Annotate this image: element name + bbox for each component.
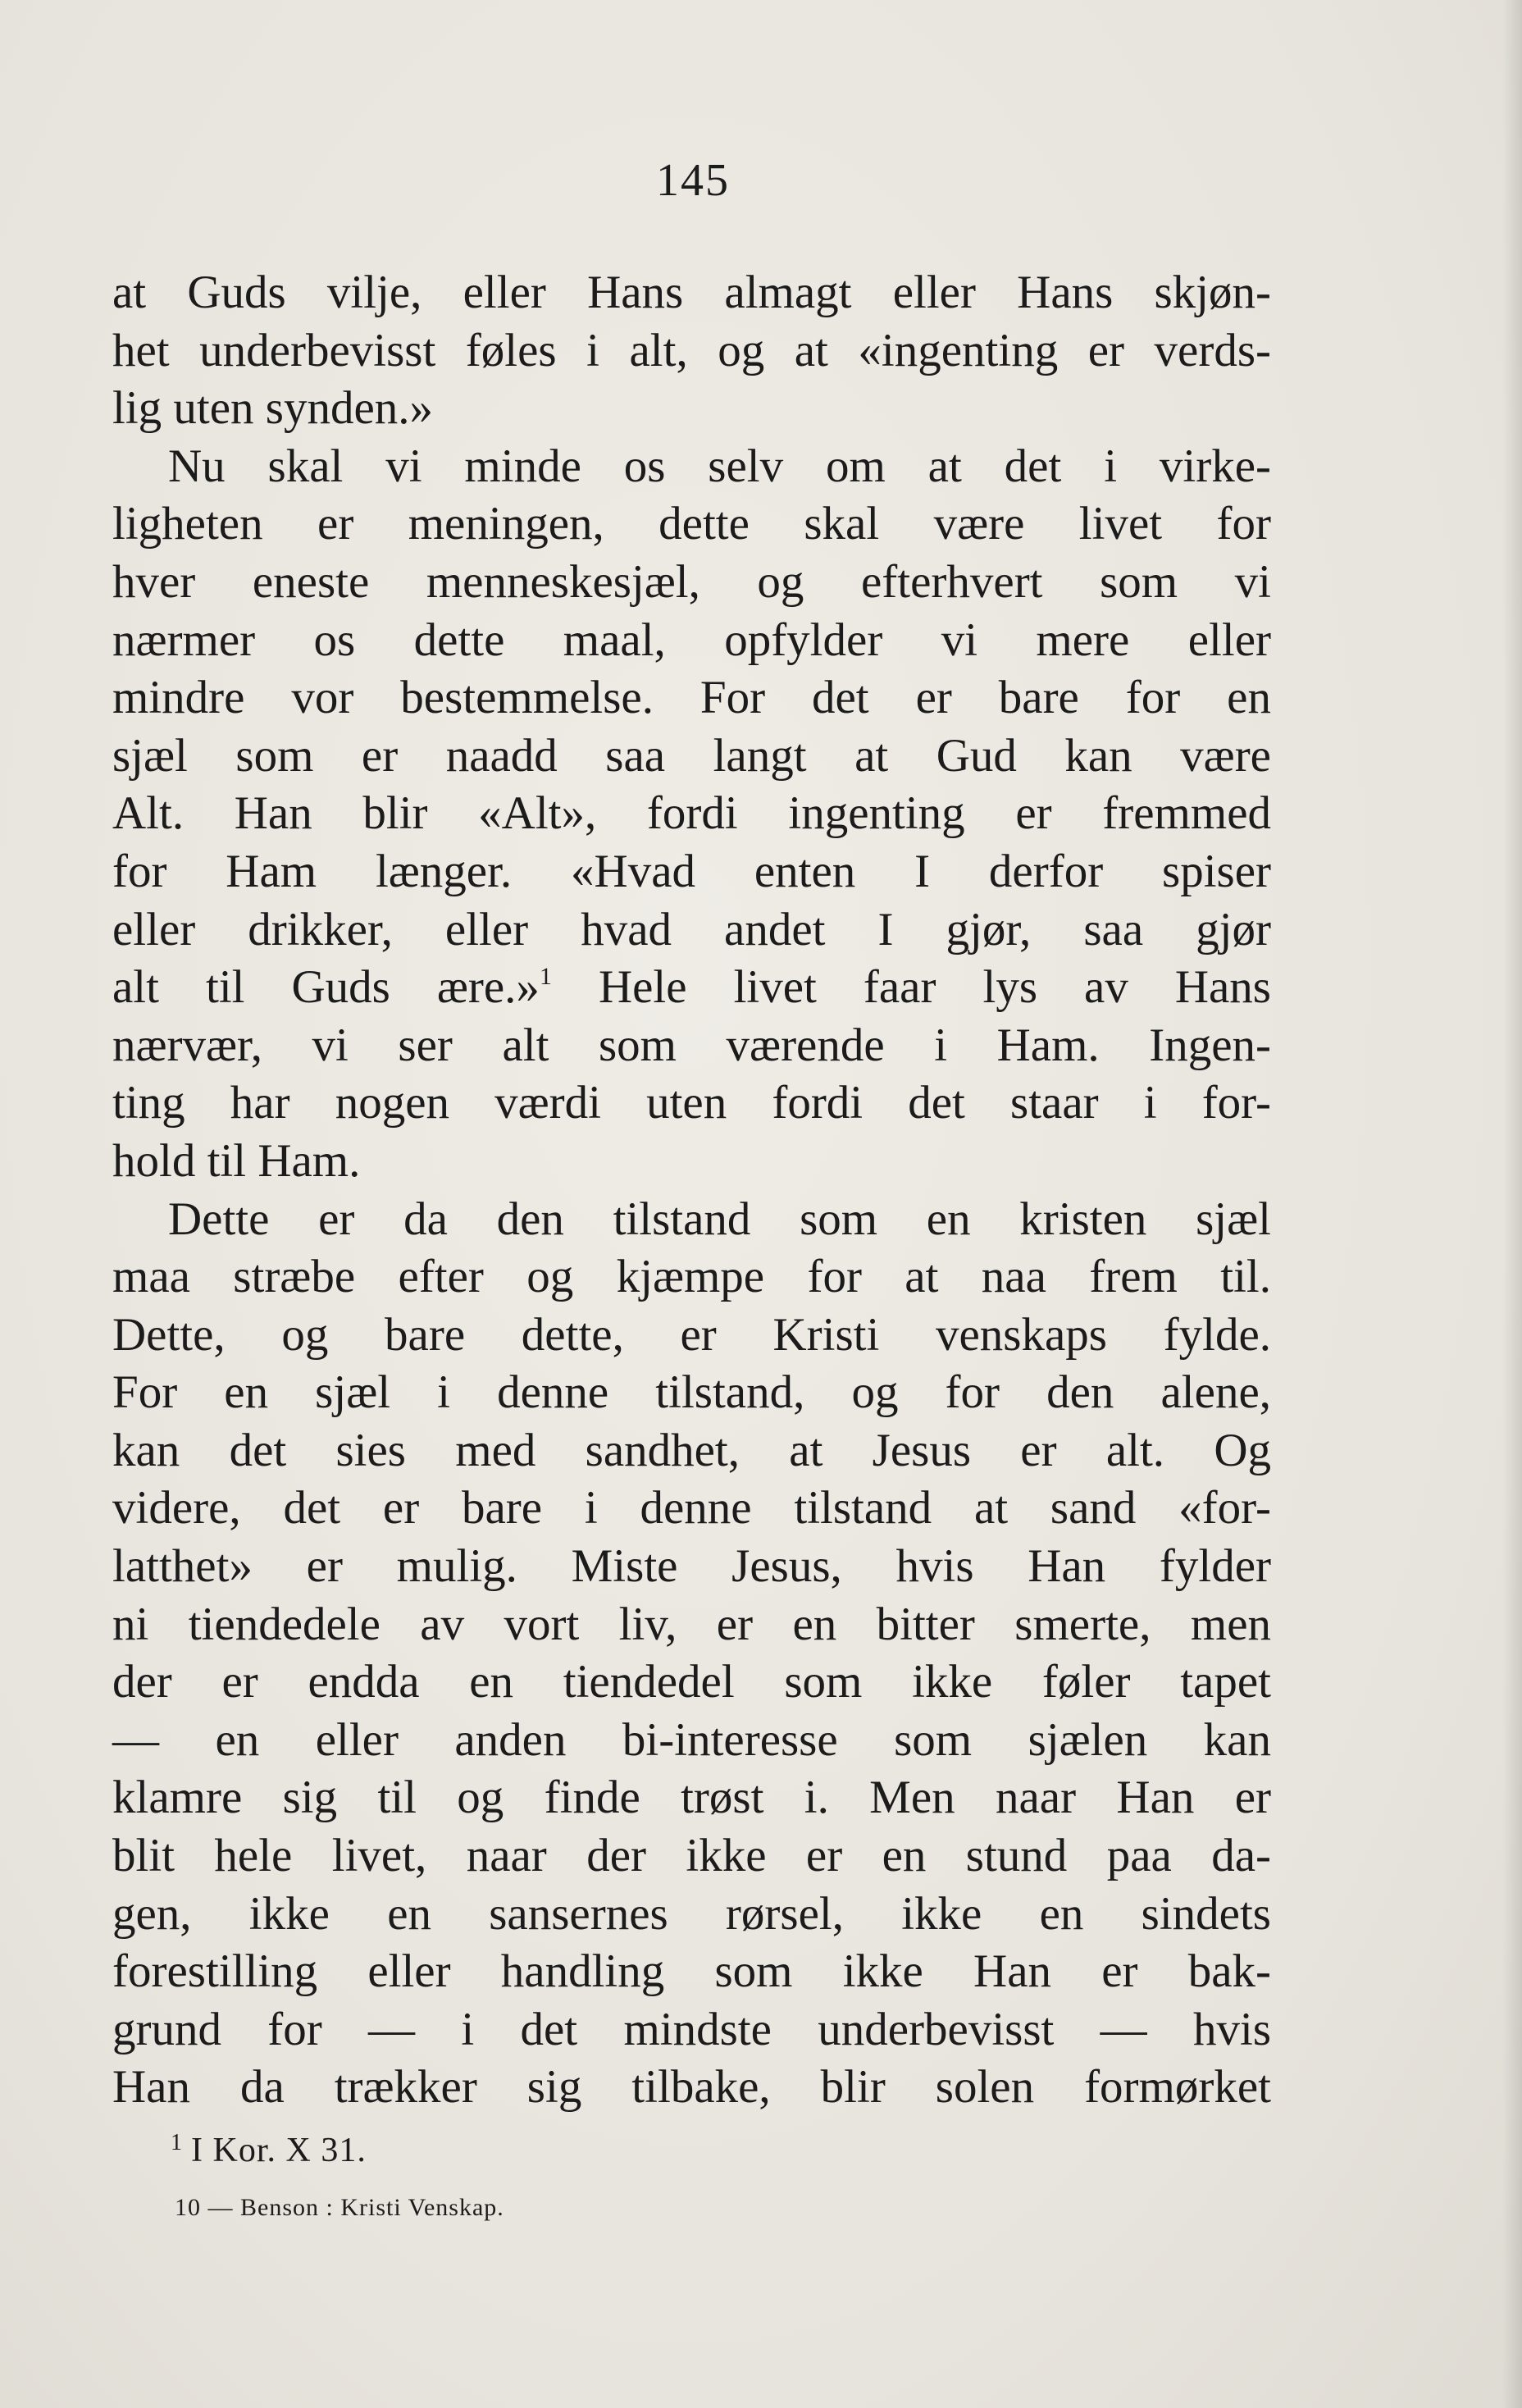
text-line: nærvær, vi ser alt som værende i Ham. Ingen- <box>112 1019 1271 1071</box>
text-line: blit hele livet, naar der ikke er en stund paa da- <box>112 1830 1271 1882</box>
text-line: hver eneste menneskesjæl, og efterhvert som vi <box>112 555 1271 608</box>
text-line: mindre vor bestemmelse. For det er bare for en <box>112 672 1271 724</box>
text-line: latthet» er mulig. Miste Jesus, hvis Han fylder <box>112 1540 1271 1593</box>
text-line: Dette, og bare dette, er Kristi venskaps fylde. <box>112 1308 1271 1361</box>
text-fragment: alt til Guds ære.» <box>112 961 540 1014</box>
text-line: sjæl som er naadd saa langt at Gud kan være <box>112 729 1271 782</box>
text-line: lig uten synden.» <box>112 382 434 435</box>
page-number: 145 <box>656 155 730 206</box>
footnote-mark: 1 <box>171 2130 183 2155</box>
page-edge-shadow <box>1502 0 1522 2408</box>
body-text <box>112 264 1271 2117</box>
footnote <box>171 2130 367 2170</box>
text-line: ligheten er meningen, dette skal være livet for <box>112 498 1271 550</box>
text-line: Alt. Han blir «Alt», fordi ingenting er fremmed <box>112 787 1271 840</box>
text-line: Han da trækker sig tilbake, blir solen formørket <box>112 2061 1271 2114</box>
text-line: For en sjæl i denne tilstand, og for den alene, <box>112 1366 1271 1419</box>
text-line: for Ham længer. «Hvad enten I derfor spiser <box>112 845 1271 897</box>
text-line: het underbevisst føles i alt, og at «ingenting er verds- <box>112 324 1271 376</box>
text-line: forestilling eller handling som ikke Han er bak- <box>112 1945 1271 1998</box>
text-line: grund for — i det mindste underbevisst — hvis <box>112 2003 1271 2055</box>
text-line: maa stræbe efter og kjæmpe for at naa frem til. <box>112 1251 1271 1303</box>
text-line: videre, det er bare i denne tilstand at sand «for- <box>112 1482 1271 1535</box>
text-line: ni tiendedele av vort liv, er en bitter smerte, men <box>112 1598 1271 1650</box>
text-line: ting har nogen værdi uten fordi det staar i for- <box>112 1077 1271 1129</box>
text-fragment: Hele livet faar lys av Hans <box>551 961 1271 1014</box>
text-line: kan det sies med sandhet, at Jesus er alt. Og <box>112 1424 1271 1476</box>
text-line-with-footnote <box>112 959 1271 1017</box>
text-line: hold til Ham. <box>112 1134 361 1187</box>
printer-signature: 10 — Benson : Kristi Venskap. <box>175 2194 504 2221</box>
text-line: klamre sig til og finde trøst i. Men naar Han er <box>112 1772 1271 1824</box>
footnote-reference: 1 <box>539 963 552 991</box>
text-line: der er endda en tiendedel som ikke føler tapet <box>112 1656 1271 1708</box>
text-line: — en eller anden bi-interesse som sjælen kan <box>112 1713 1271 1766</box>
footnote-text: I Kor. X 31. <box>191 2132 367 2169</box>
text-line: gen, ikke en sansernes rørsel, ikke en sindets <box>112 1887 1271 1940</box>
text-line: nærmer os dette maal, opfylder vi mere eller <box>112 613 1271 666</box>
text-line: at Guds vilje, eller Hans almagt eller Hans skjøn- <box>112 267 1271 318</box>
paragraph-start-line: Dette er da den tilstand som en kristen sjæl <box>168 1193 1271 1245</box>
paragraph-start-line: Nu skal vi minde os selv om at det i virke- <box>168 440 1271 492</box>
text-line: eller drikker, eller hvad andet I gjør, saa gjør <box>112 903 1271 955</box>
